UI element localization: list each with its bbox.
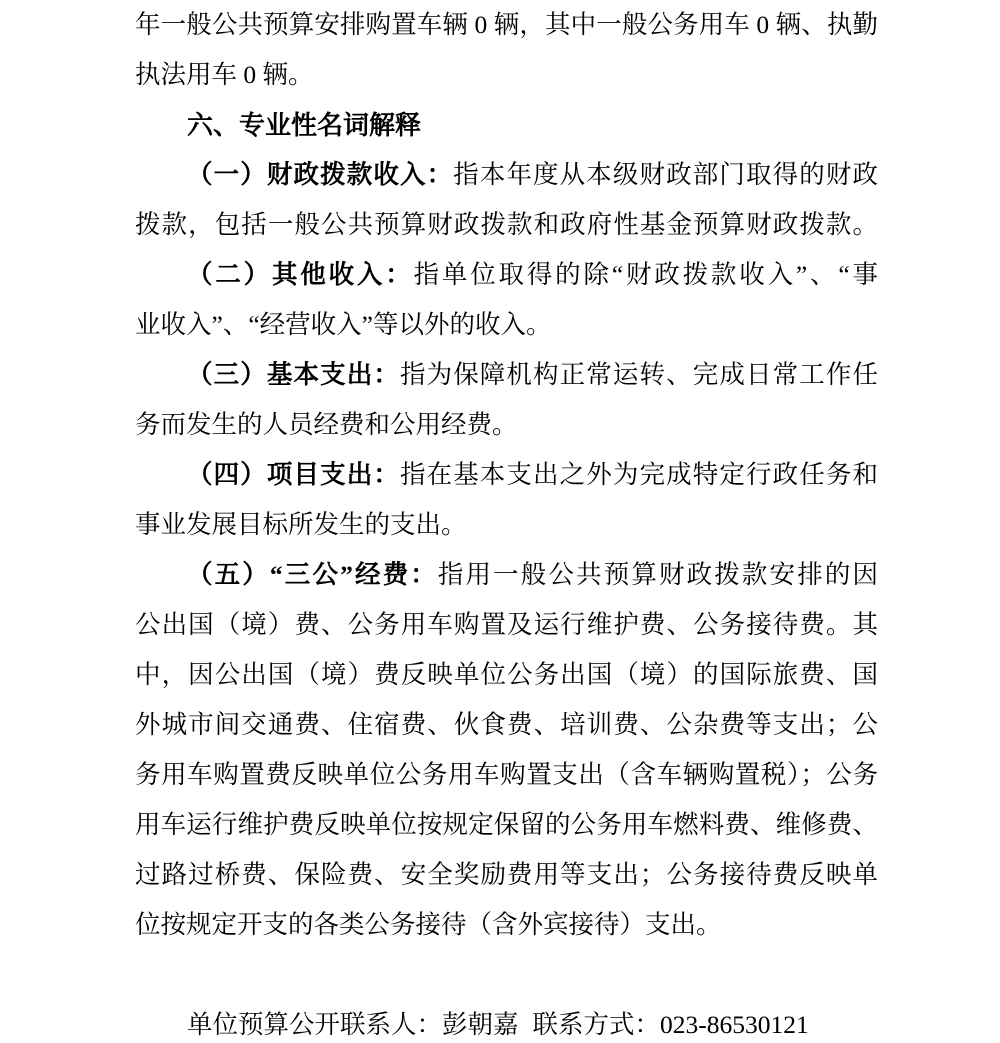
- contact-line: [135, 1000, 878, 1043]
- text-run: 公出国（境）费、公务用车购置及运行维护费、公务接待费。其: [135, 610, 878, 639]
- term-4-line-1: [135, 450, 878, 500]
- term-5-line-5: [135, 750, 878, 800]
- term-5-line-3: [135, 650, 878, 700]
- term-5-line-6: [135, 800, 878, 850]
- text-run: 中，因公出国（境）费反映单位公务出国（境）的国际旅费、国: [135, 660, 878, 689]
- term-1-line-1: [135, 150, 878, 200]
- term-2-line-2: [135, 300, 878, 350]
- term-label: （四）项目支出：: [187, 460, 400, 489]
- text-run: 外城市间交通费、住宿费、伙食费、培训费、公杂费等支出；公: [135, 710, 878, 739]
- vehicle-paragraph-line-1: [135, 0, 878, 50]
- text-run: 联系方式：023-86530121: [532, 1010, 809, 1039]
- term-label: （一）财政拨款收入：: [187, 160, 454, 189]
- text-run: 单位预算公开联系人：彭朝嘉: [187, 1010, 519, 1039]
- text-run: 过路过桥费、保险费、安全奖励费用等支出；公务接待费反映单: [135, 860, 878, 889]
- term-2-line-1: [135, 250, 878, 300]
- vehicle-paragraph-line-2: [135, 50, 878, 100]
- text-run: 年一般公共预算安排购置车辆 0 辆，其中一般公务用车 0 辆、执勤: [135, 10, 878, 39]
- term-5-line-2: [135, 600, 878, 650]
- term-label: （三）基本支出：: [187, 360, 400, 389]
- blank-line: [135, 950, 878, 1000]
- text-run: 指为保障机构正常运转、完成日常工作任: [399, 360, 878, 389]
- text-run: 执法用车 0 辆。: [135, 60, 314, 89]
- text-run: 务而发生的人员经费和公用经费。: [135, 410, 518, 439]
- term-1-line-2: [135, 200, 878, 250]
- text-run: 拨款，包括一般公共预算财政拨款和政府性基金预算财政拨款。: [135, 210, 878, 239]
- term-4-line-2: [135, 500, 878, 550]
- text-run: 务用车购置费反映单位公务用车购置支出（含车辆购置税）；公务: [135, 760, 878, 789]
- term-label: （二）其他收入：: [187, 260, 414, 289]
- text-run: 业收入”、“经营收入”等以外的收入。: [135, 310, 552, 339]
- term-3-line-2: [135, 400, 878, 450]
- section-heading: [135, 100, 878, 150]
- text-run: 用车运行维护费反映单位按规定保留的公务用车燃料费、维修费、: [135, 810, 878, 839]
- text-run: 指在基本支出之外为完成特定行政任务和: [399, 460, 878, 489]
- text-run: 指用一般公共预算财政拨款安排的因: [437, 560, 878, 589]
- text-run: 位按规定开支的各类公务接待（含外宾接待）支出。: [135, 910, 722, 939]
- term-5-line-1: [135, 550, 878, 600]
- term-5-line-8: [135, 900, 878, 950]
- term-3-line-1: [135, 350, 878, 400]
- term-label: （五）“三公”经费：: [187, 560, 438, 589]
- text-run: 指单位取得的除“财政拨款收入”、“事: [413, 260, 878, 289]
- term-label: 六、专业性名词解释: [187, 110, 422, 140]
- text-run: 指本年度从本级财政部门取得的财政: [453, 160, 878, 189]
- term-5-line-7: [135, 850, 878, 900]
- term-5-line-4: [135, 700, 878, 750]
- text-run: 事业发展目标所发生的支出。: [135, 510, 467, 539]
